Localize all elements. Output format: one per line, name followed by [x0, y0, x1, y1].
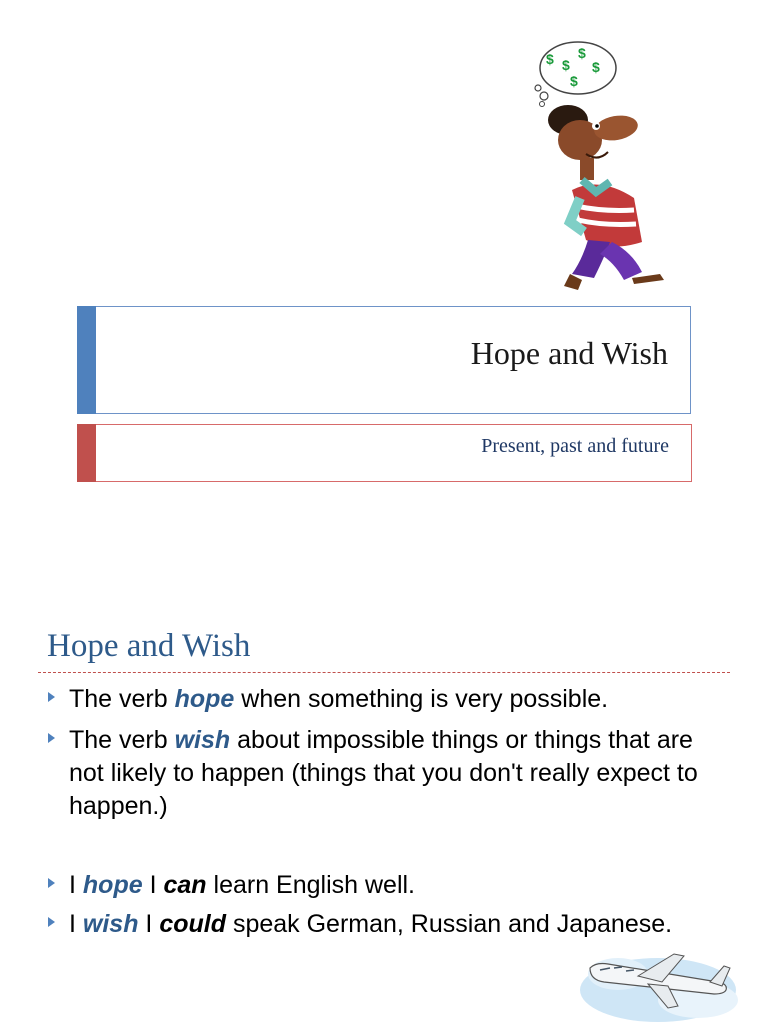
bullet-item: [48, 683, 728, 716]
title-accent-bar: [77, 306, 96, 414]
section-heading: Hope and Wish: [47, 628, 251, 664]
example-text: I: [69, 910, 83, 938]
bullet-text: when something is very possible.: [234, 685, 609, 713]
example-item: [48, 908, 728, 941]
example-text: speak German, Russian and Japanese.: [226, 910, 673, 938]
svg-text:$: $: [592, 59, 600, 75]
example-text: I: [69, 871, 83, 899]
keyword-wish: wish: [174, 726, 231, 754]
title-placeholder: [77, 306, 691, 414]
svg-text:$: $: [578, 45, 586, 61]
svg-text:$: $: [570, 73, 578, 89]
bullet-text: about impossible things or things that are not likely to happen (things that you don't really expect to happen.): [69, 726, 698, 820]
modal-could: could: [159, 910, 226, 938]
slide-subtitle: Present, past and future: [481, 435, 669, 457]
bullet-arrow-icon: [48, 878, 55, 888]
heading-divider: [38, 672, 730, 673]
slide-title: Hope and Wish: [470, 335, 668, 371]
subtitle-placeholder: [77, 424, 692, 482]
airplane-icon: [578, 940, 748, 1024]
bullet-text: The verb: [69, 726, 175, 754]
example-text: I: [138, 910, 160, 938]
bullet-arrow-icon: [48, 692, 55, 702]
example-text: learn English well.: [206, 871, 415, 899]
bullet-arrow-icon: [48, 733, 55, 743]
subtitle-accent-bar: [77, 424, 96, 482]
example-text: I: [142, 871, 164, 899]
keyword-hope: hope: [82, 871, 143, 899]
bullet-text: The verb: [69, 685, 175, 713]
bullet-item: [48, 724, 728, 823]
thinking-man-illustration: [520, 30, 700, 290]
svg-text:$: $: [562, 57, 570, 73]
example-item: [48, 869, 728, 902]
modal-can: can: [163, 871, 207, 899]
svg-text:$: $: [546, 51, 554, 67]
bullet-arrow-icon: [48, 917, 55, 927]
keyword-wish: wish: [82, 910, 139, 938]
keyword-hope: hope: [174, 685, 235, 713]
